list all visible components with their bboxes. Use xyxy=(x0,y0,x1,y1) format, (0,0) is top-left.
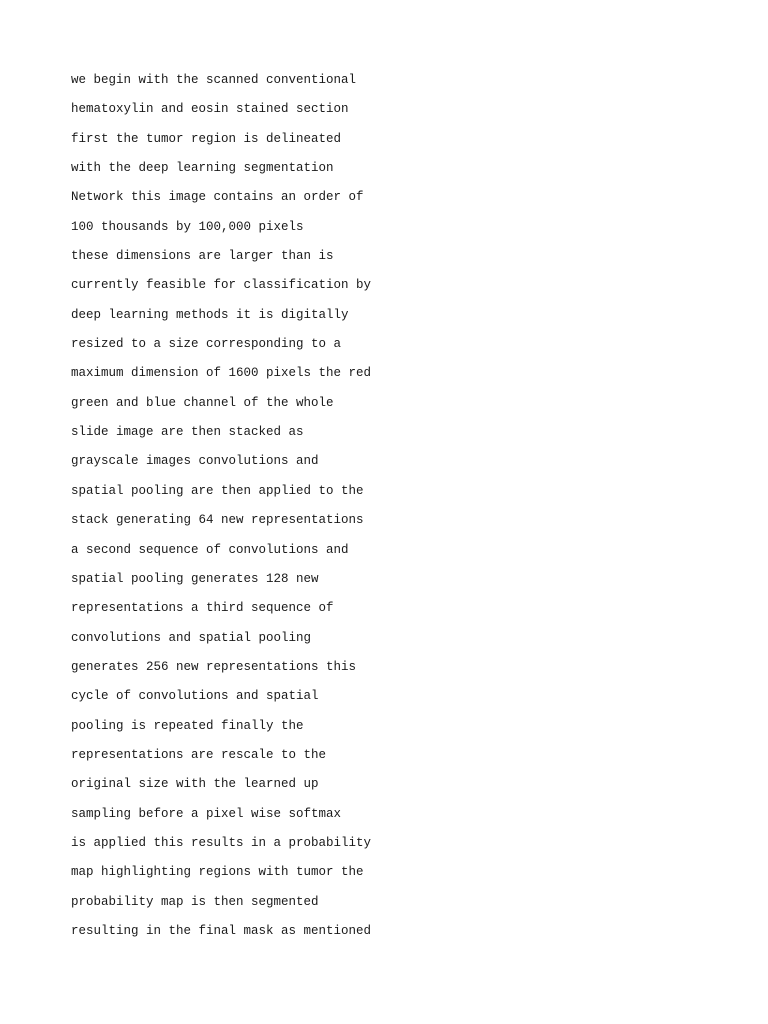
text-line: hematoxylin and eosin stained section xyxy=(71,102,349,117)
text-line: generates 256 new representations this xyxy=(71,659,357,674)
text-line: spatial pooling generates 128 new xyxy=(71,571,319,586)
transcript-text xyxy=(71,69,691,949)
text-line: spatial pooling are then applied to the xyxy=(71,483,364,498)
text-line: resulting in the final mask as mentioned xyxy=(71,923,372,938)
text-line: representations a third sequence of xyxy=(71,601,334,616)
text-line: first the tumor region is delineated xyxy=(71,131,342,146)
text-line: stack generating 64 new representations xyxy=(71,513,364,528)
text-line: with the deep learning segmentation xyxy=(71,161,334,176)
text-line: deep learning methods it is digitally xyxy=(71,307,349,322)
text-line: 100 thousands by 100,000 pixels xyxy=(71,219,304,234)
text-line: slide image are then stacked as xyxy=(71,425,304,440)
text-line: a second sequence of convolutions and xyxy=(71,542,349,557)
text-line: maximum dimension of 1600 pixels the red xyxy=(71,366,372,381)
text-line: representations are rescale to the xyxy=(71,747,327,762)
text-line: original size with the learned up xyxy=(71,777,319,792)
text-line: we begin with the scanned conventional xyxy=(71,73,357,87)
text-line: currently feasible for classification by xyxy=(71,278,372,293)
text-line: Network this image contains an order of xyxy=(71,190,364,205)
text-line: sampling before a pixel wise softmax xyxy=(71,806,342,821)
text-line: probability map is then segmented xyxy=(71,894,319,909)
text-line: convolutions and spatial pooling xyxy=(71,630,312,645)
text-line: cycle of convolutions and spatial xyxy=(71,689,319,704)
text-line: resized to a size corresponding to a xyxy=(71,337,342,352)
text-line: these dimensions are larger than is xyxy=(71,249,334,264)
text-line: green and blue channel of the whole xyxy=(71,395,334,410)
text-line: pooling is repeated finally the xyxy=(71,718,304,733)
text-line: is applied this results in a probability xyxy=(71,835,372,850)
text-line: grayscale images convolutions and xyxy=(71,454,319,469)
text-line: map highlighting regions with tumor the xyxy=(71,865,364,880)
